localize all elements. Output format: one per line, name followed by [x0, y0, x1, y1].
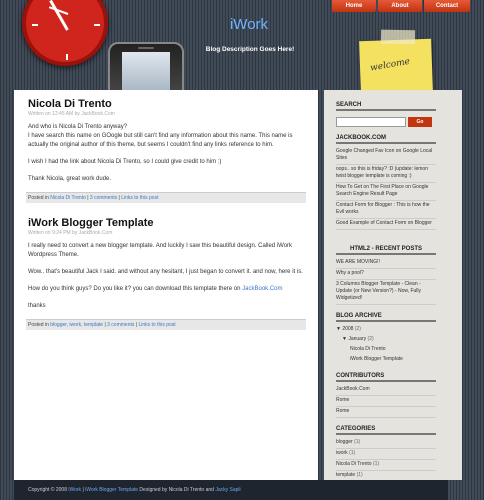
contributor-link[interactable]: JackBook.Com — [336, 386, 370, 392]
posted-in-label: Posted in — [28, 322, 49, 328]
archive-post-link[interactable]: iWork Blogger Template — [350, 356, 403, 362]
recent-post-link[interactable]: WE ARE MOVING!! — [336, 259, 380, 265]
contributors-list — [336, 385, 436, 418]
list-item[interactable] — [336, 407, 436, 418]
search-button[interactable]: Go — [408, 117, 432, 127]
archive-count: (2) — [367, 336, 374, 342]
posted-in-label: Posted in — [28, 195, 49, 201]
post-title[interactable]: iWork Blogger Template — [28, 217, 154, 229]
list-item[interactable] — [336, 201, 436, 219]
search-form — [336, 117, 436, 127]
archive-month[interactable] — [336, 335, 436, 345]
post-paragraph: And who is Nicola Di Trento anyway? — [28, 124, 128, 130]
jackbook-heading: JACKBOOK.COM — [336, 133, 436, 144]
search-input[interactable] — [336, 117, 406, 127]
post-meta: Written on 9:24 PM by JackBook.Com — [28, 230, 113, 236]
post-paragraph: I really need to convert a new blogger template. And luckily I saw this beautiful design. Called iWork Wordpress Theme. — [28, 243, 293, 258]
main-content — [14, 90, 318, 480]
list-item[interactable] — [336, 183, 436, 201]
search-heading: SEARCH — [336, 100, 436, 111]
list-item[interactable] — [336, 147, 436, 165]
categories-list — [336, 438, 436, 482]
footer-author-link[interactable]: Jacky Sapli — [215, 487, 241, 493]
list-item[interactable] — [336, 258, 436, 269]
archive-tree — [336, 325, 436, 365]
categories-heading: CATEGORIES — [336, 424, 436, 435]
post-body — [28, 123, 304, 184]
post-paragraph: I have search this name on GOogle but still can't find any information about this name. This name is actually the original author of this theme, but seems I couldn't find any links reference to him. — [28, 133, 293, 148]
footer-designed-text: Designed by Nicola Di Trento and — [138, 487, 216, 493]
post-footer: Posted in Nicola Di Trento | 3 comments | Links to this post — [26, 192, 306, 203]
feed-link[interactable]: oops.. so this is friday? :D (update: lemon twist blogger template is coming :) — [336, 166, 428, 179]
feed-link[interactable]: Google Changed Fav Icon on Google Local Sites — [336, 148, 433, 161]
category-count: (1) — [372, 461, 380, 467]
sidebar — [324, 90, 448, 480]
archive-year[interactable] — [336, 325, 436, 335]
feed-link[interactable]: How To Get on The First Place on Google Search Engine Result Page — [336, 184, 429, 197]
contributor-link[interactable]: Rome — [336, 397, 350, 403]
recent-post-link[interactable]: 3 Columns Blogger Template - Clean - Update (or New Version?) - Now, Fully Widgetized! — [336, 281, 422, 301]
archive-post[interactable] — [336, 355, 436, 365]
recent-posts-heading: HTML2 - RECENT POSTS — [336, 244, 436, 255]
post-meta: Written on 12:45 AM by JackBook.Com — [28, 111, 115, 117]
footer-site-link[interactable]: iWork — [68, 487, 82, 493]
category-count: (1) — [349, 450, 356, 456]
archive-month-label[interactable]: ▼ January — [342, 336, 367, 342]
contributors-heading: CONTRIBUTORS — [336, 371, 436, 382]
list-item[interactable] — [336, 269, 436, 280]
list-item[interactable] — [336, 165, 436, 183]
top-nav — [330, 0, 470, 12]
site-footer — [14, 480, 448, 500]
archive-count: (2) — [354, 326, 361, 332]
site-description: Blog Description Goes Here! — [205, 46, 295, 53]
category-link[interactable]: blogger — [336, 439, 353, 445]
archive-post-link[interactable]: Nicola Di Trento — [350, 346, 386, 352]
post-paragraph: Thank Nicola, great work dude. — [28, 176, 112, 182]
post-1 — [28, 98, 304, 203]
links-to-post-link[interactable]: Links to this post — [121, 195, 159, 201]
list-item[interactable] — [336, 396, 436, 407]
clock-graphic — [22, 0, 108, 66]
category-link[interactable]: Nicola Di Trento — [336, 461, 372, 467]
copyright-text: Copyright © 2008 — [28, 487, 67, 493]
nav-home[interactable]: Home — [332, 0, 376, 12]
post-footer: Posted in blogger, iwork, template | 3 comments | Links to this post — [26, 319, 306, 330]
contributor-link[interactable]: Rome — [336, 408, 350, 414]
archive-heading: BLOG ARCHIVE — [336, 311, 436, 322]
nav-contact[interactable]: Contact — [424, 0, 470, 12]
list-item[interactable] — [336, 385, 436, 396]
archive-post[interactable] — [336, 345, 436, 355]
category-link[interactable]: iwork — [336, 450, 348, 456]
archive-year-label[interactable]: ▼ 2008 — [336, 326, 354, 332]
category-count: (1) — [354, 439, 361, 445]
category-link[interactable]: template — [336, 472, 356, 478]
comments-link[interactable]: 3 comments — [107, 322, 135, 328]
iphone-graphic — [108, 42, 184, 94]
site-title[interactable]: iWork — [229, 16, 269, 33]
feed-link[interactable]: Good Example of Contact Form on Blogger — [336, 220, 432, 226]
list-item[interactable] — [336, 438, 436, 449]
note-scribble: welcome — [369, 56, 411, 74]
list-item[interactable] — [336, 219, 436, 230]
sticky-note-graphic — [359, 39, 433, 93]
post-paragraph: thanks — [28, 303, 46, 309]
jackbook-feed-list — [336, 147, 436, 230]
post-title[interactable]: Nicola Di Trento — [28, 98, 112, 110]
post-label-link[interactable]: blogger, iwork, template — [50, 322, 104, 328]
footer-template-link[interactable]: iWork Blogger Template — [85, 487, 139, 493]
list-item[interactable] — [336, 280, 436, 305]
comments-link[interactable]: 3 comments — [89, 195, 118, 201]
list-item[interactable] — [336, 449, 436, 460]
post-label-link[interactable]: Nicola Di Trento — [50, 195, 86, 201]
post-body — [28, 242, 304, 311]
feed-link[interactable]: Contact Form for Blogger : This is how the Evil works — [336, 202, 430, 215]
nav-about[interactable]: About — [378, 0, 422, 12]
post-paragraph — [28, 285, 304, 294]
category-count: (1) — [356, 472, 363, 478]
links-to-post-link[interactable]: Links to this post — [138, 322, 176, 328]
post-paragraph: Wow.. that's beautiful Jack I said. and without any hesitant, I just began to convert it. and now, here it is. — [28, 269, 303, 275]
recent-posts-list — [336, 258, 436, 305]
post-text: How do you think guys? Do you like it? you can download this template there on — [28, 286, 241, 292]
jackbook-link[interactable]: JackBook.Com — [242, 286, 283, 292]
recent-post-link[interactable]: Why a pool? — [336, 270, 364, 276]
post-paragraph: I wish I had the link about Nicola Di Trento, so I could give credit to him :) — [28, 159, 222, 165]
list-item[interactable] — [336, 460, 436, 471]
post-2 — [28, 217, 304, 330]
footer-separator: | — [81, 487, 86, 493]
